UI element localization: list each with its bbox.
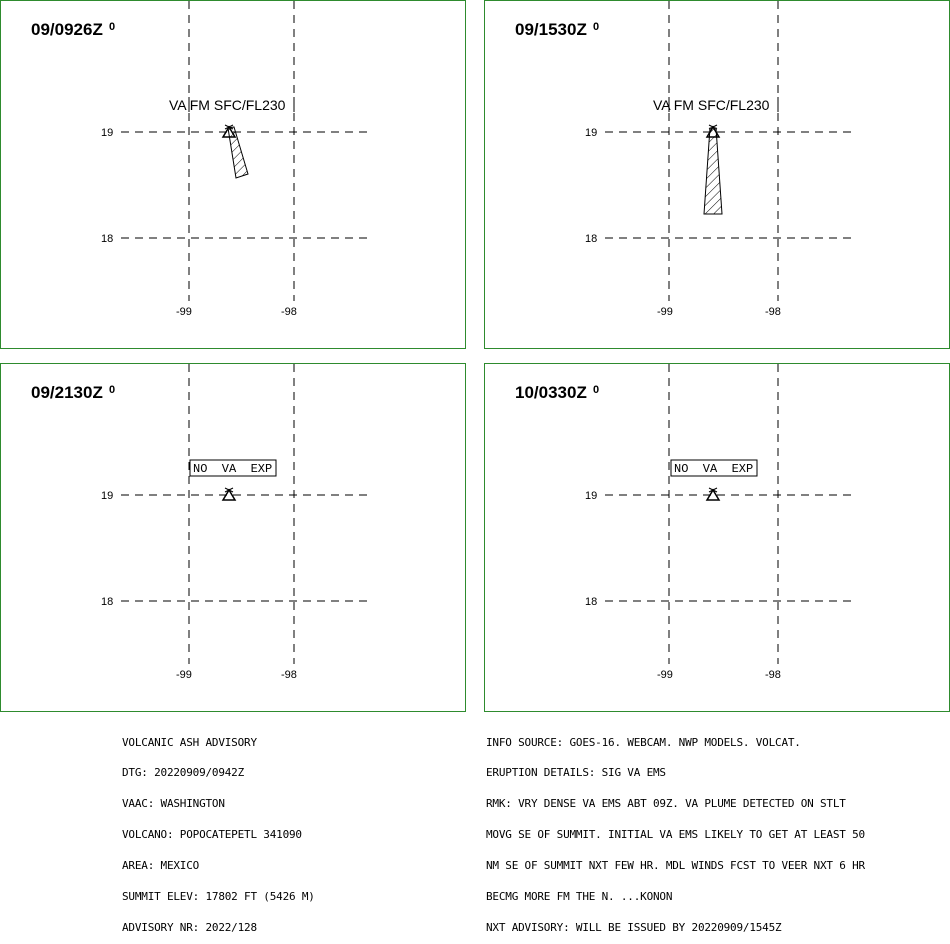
lon-tick-98: -98 xyxy=(281,669,297,681)
lat-tick-18: 18 xyxy=(101,233,114,245)
volcano-triangle-icon xyxy=(707,488,719,500)
advisory-line: NXT ADVISORY: WILL BE ISSUED BY 20220909/1545Z xyxy=(486,920,782,934)
advisory-header-block xyxy=(122,717,315,944)
advisory-line: SUMMIT ELEV: 17802 FT (5426 M) xyxy=(122,890,315,904)
ash-plume-polygon xyxy=(704,128,722,214)
lat-tick-19: 19 xyxy=(585,490,598,502)
panel-time: 09/2130Z xyxy=(31,383,103,402)
advisory-line: AREA: MEXICO xyxy=(122,859,200,873)
advisory-line: VAAC: WASHINGTON xyxy=(122,797,225,811)
advisory-line: ERUPTION DETAILS: SIG VA EMS xyxy=(486,766,666,780)
advisory-line: MOVG SE OF SUMMIT. INITIAL VA EMS LIKELY TO GET AT LEAST 50 xyxy=(486,828,865,842)
no-va-exp-label: NO VA EXP xyxy=(193,462,273,476)
lat-tick-18: 18 xyxy=(585,596,598,608)
advisory-line: NM SE OF SUMMIT NXT FEW HR. MDL WINDS FCST TO VEER NXT 6 HR xyxy=(486,859,865,873)
lat-tick-19: 19 xyxy=(101,490,114,502)
ash-cloud-label: VA FM SFC/FL230 xyxy=(169,97,286,113)
lat-tick-19: 19 xyxy=(585,127,598,139)
lon-tick-99: -99 xyxy=(657,306,673,318)
lon-tick-98: -98 xyxy=(765,669,781,681)
advisory-line: ADVISORY NR: 2022/128 xyxy=(122,920,257,934)
lat-tick-19: 19 xyxy=(101,127,114,139)
advisory-line: BECMG MORE FM THE N. ...KONON xyxy=(486,890,673,904)
panel-time-suffix: 0 xyxy=(593,21,600,33)
advisory-line: VOLCANO: POPOCATEPETL 341090 xyxy=(122,828,302,842)
panel-time-suffix: 0 xyxy=(109,384,116,396)
lon-tick-98: -98 xyxy=(765,306,781,318)
advisory-line: INFO SOURCE: GOES-16. WEBCAM. NWP MODELS. VOLCAT. xyxy=(486,735,801,749)
lat-tick-18: 18 xyxy=(585,233,598,245)
lon-tick-99: -99 xyxy=(657,669,673,681)
forecast-panel-1530 xyxy=(484,0,950,349)
panel-time-suffix: 0 xyxy=(109,21,116,33)
lon-tick-99: -99 xyxy=(176,669,192,681)
lon-tick-98: -98 xyxy=(281,306,297,318)
volcano-triangle-icon xyxy=(223,488,235,500)
panel-time: 10/0330Z xyxy=(515,383,587,402)
forecast-panel-0926 xyxy=(0,0,466,349)
lon-tick-99: -99 xyxy=(176,306,192,318)
no-va-exp-label: NO VA EXP xyxy=(674,462,754,476)
advisory-line: DTG: 20220909/0942Z xyxy=(122,766,245,780)
panel-time: 09/0926Z xyxy=(31,20,103,39)
advisory-line: RMK: VRY DENSE VA EMS ABT 09Z. VA PLUME DETECTED ON STLT xyxy=(486,797,846,811)
forecast-panel-0330 xyxy=(484,363,950,712)
forecast-panel-2130 xyxy=(0,363,466,712)
lat-tick-18: 18 xyxy=(101,596,114,608)
advisory-line: VOLCANIC ASH ADVISORY xyxy=(122,735,257,749)
ash-cloud-label: VA FM SFC/FL230 xyxy=(653,97,770,113)
panel-time-suffix: 0 xyxy=(593,384,600,396)
advisory-remarks-block xyxy=(486,717,865,944)
panel-time: 09/1530Z xyxy=(515,20,587,39)
ash-plume-polygon xyxy=(228,127,248,178)
